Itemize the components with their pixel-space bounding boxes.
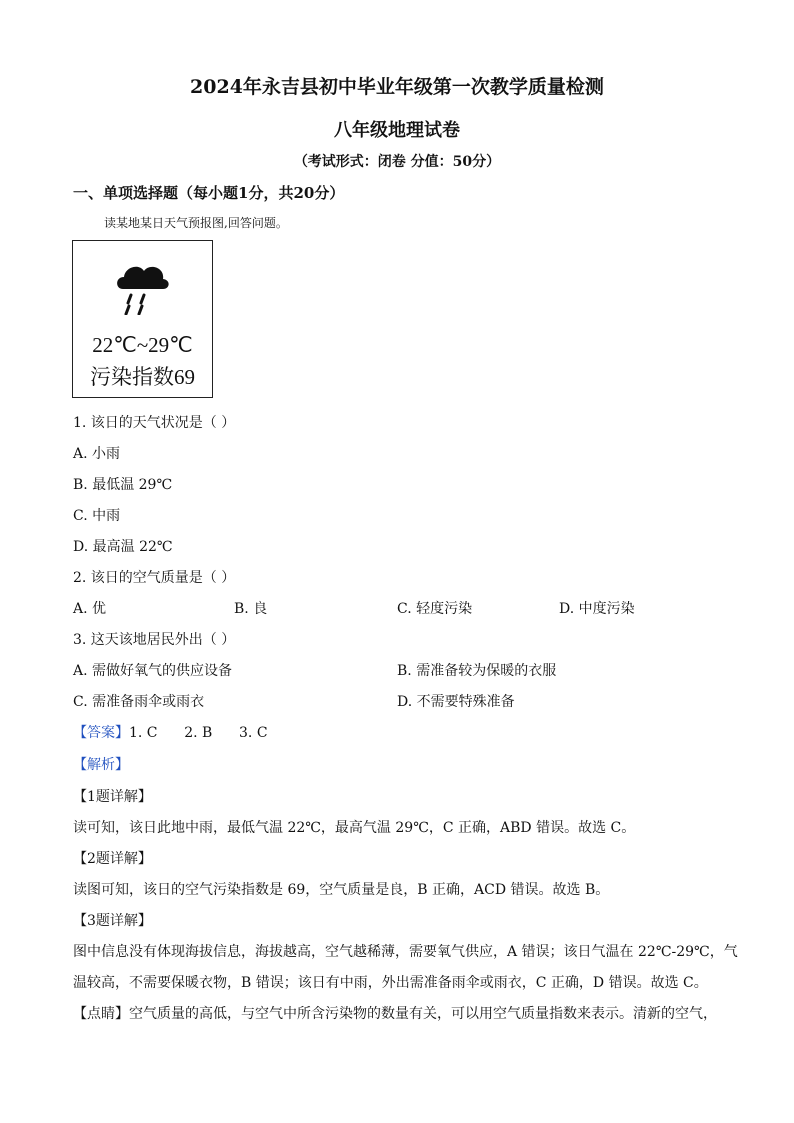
answer-row (73, 722, 268, 742)
question-1-option-d: D. 最高温 22℃ (73, 539, 173, 555)
temperature-range: 22℃~29℃ (92, 333, 193, 357)
detail-3-label: 【3题详解】 (73, 913, 152, 929)
analysis-label: 【解析】 (73, 757, 129, 773)
question-2-stem: 2. 该日的空气质量是（ ） (73, 570, 236, 586)
paper-subtitle: 八年级地理试卷 (334, 120, 460, 141)
question-3-option-a: A. 需做好氧气的供应设备 (73, 663, 233, 679)
detail-2-label: 【2题详解】 (73, 851, 152, 867)
rain-cloud-icon (113, 259, 173, 315)
detail-3-line-1: 图中信息没有体现海拔信息，海拔越高，空气越稀薄，需要氧气供应，A 错误；该日气温在 22℃-29℃，气 (73, 944, 738, 960)
question-2-option-d: D. 中度污染 (559, 601, 635, 617)
question-3-stem: 3. 这天该地居民外出（ ） (73, 632, 236, 648)
question-1-option-c: C. 中雨 (73, 508, 121, 524)
pollution-index: 污染指数69 (90, 365, 195, 389)
question-2-option-c: C. 轻度污染 (397, 601, 473, 617)
question-1-stem: 1. 该日的天气状况是（ ） (73, 415, 236, 431)
question-3-option-c: C. 需准备雨伞或雨衣 (73, 694, 205, 710)
exam-info: （考试形式：闭卷 分值：50分） (293, 154, 501, 170)
weather-forecast-box (72, 240, 213, 398)
tip-label: 【点睛】 (73, 1006, 129, 1022)
answer-text: 1. C 2. B 3. C (129, 725, 268, 741)
exam-title: 2024年永吉县初中毕业年级第一次教学质量检测 (190, 76, 604, 98)
detail-1-text: 读可知，该日此地中雨，最低气温 22℃，最高气温 29℃，C 正确，ABD 错误。故选 C。 (73, 820, 636, 836)
question-2-option-b: B. 良 (234, 601, 268, 617)
question-2-option-a: A. 优 (73, 601, 107, 617)
section-intro: 读某地某日天气预报图,回答问题。 (104, 216, 288, 230)
question-3-option-d: D. 不需要特殊准备 (397, 694, 515, 710)
section-heading: 一、单项选择题（每小题1分，共20分） (73, 184, 345, 202)
question-1-option-b: B. 最低温 29℃ (73, 477, 173, 493)
detail-2-text: 读图可知，该日的空气污染指数是 69，空气质量是良，B 正确，ACD 错误。故选 B。 (73, 882, 610, 898)
question-1-option-a: A. 小雨 (73, 446, 121, 462)
answer-label: 【答案】 (73, 725, 129, 741)
detail-3-line-2: 温较高，不需要保暖衣物，B 错误；该日有中雨，外出需准备雨伞或雨衣，C 正确，D 错误。故选 C。 (73, 975, 708, 991)
tip-row (73, 1003, 717, 1023)
detail-1-label: 【1题详解】 (73, 789, 152, 805)
question-3-option-b: B. 需准备较为保暖的衣服 (397, 663, 557, 679)
tip-text: 空气质量的高低，与空气中所含污染物的数量有关，可以用空气质量指数来表示。清新的空气， (129, 1006, 717, 1022)
